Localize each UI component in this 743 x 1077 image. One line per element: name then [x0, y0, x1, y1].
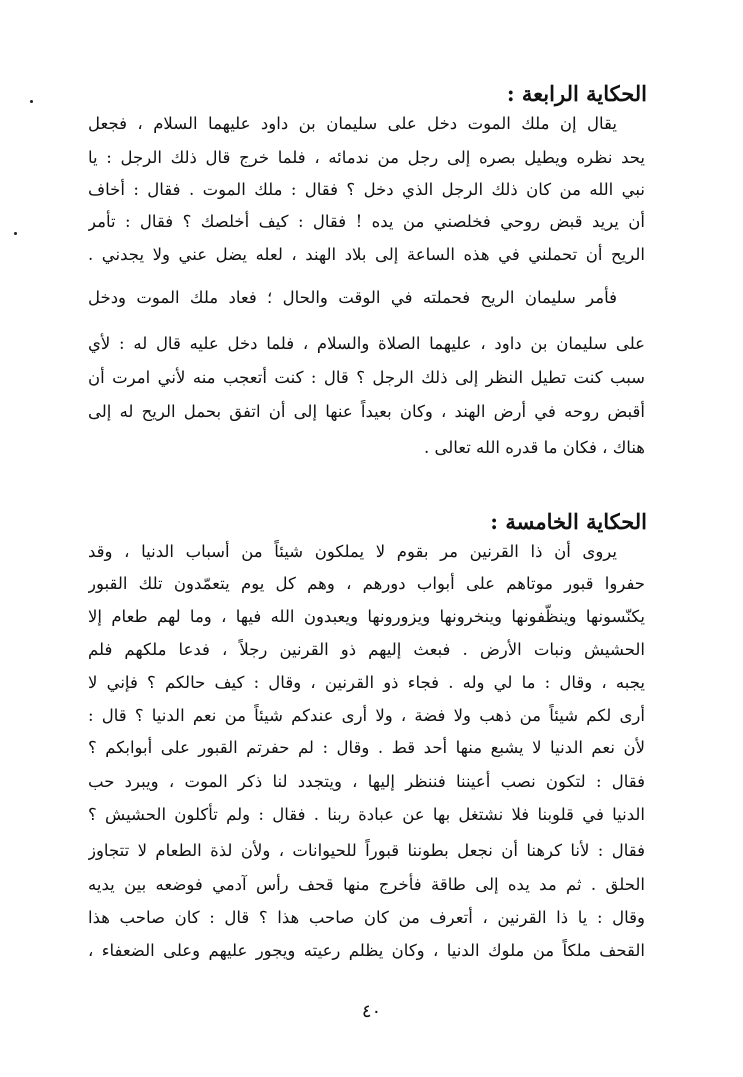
paragraph-line: الحشيش ونبات الأرض . فبعث إليهم ذو القرنين رجلاً ، فدعا ملكهم فلم: [88, 640, 645, 659]
story4-heading: الحكاية الرابعة :: [506, 81, 647, 106]
paragraph-line: أقبض روحه في أرض الهند ، وكان بعيداً عنها إلى أن اتفق بحمل الريح له إلى: [88, 402, 645, 421]
paragraph-line: حفروا قبور موتاهم على أبواب دورهم ، وهم كل يوم يتعمّدون تلك القبور: [88, 574, 645, 593]
paragraph-line: يروى أن ذا القرنين مر بقوم لا يملكون شيئاً من أسباب الدنيا ، وقد: [88, 542, 617, 561]
paragraph-line: أرى لكم شيئاً من ذهب ولا فضة ، ولا أرى عندكم شيئاً من نعم الدنيا ؟ قال :: [88, 706, 645, 725]
paragraph-line: القحف ملكاً من ملوك الدنيا ، وكان يظلم رعيته ويجور عليهم وعلى الضعفاء ،: [88, 941, 645, 960]
paragraph-line: يحد نظره ويطيل بصره إلى رجل من ندمائه ، فلما خرج قال ذلك الرجل : يا: [88, 148, 645, 167]
paragraph-line: على سليمان بن داود ، عليهما الصلاة والسلام ، فلما دخل عليه قال له : لأي: [88, 334, 645, 353]
paragraph-line: نبي الله من كان ذلك الرجل الذي دخل ؟ فقال : ملك الموت . فقال : أخاف: [88, 180, 645, 199]
page-number: ٤٠: [361, 1001, 382, 1022]
paragraph-line: الريح أن تحملني في هذه الساعة إلى بلاد الهند ، لعله يضل عني ولا يجدني .: [88, 245, 645, 264]
paragraph-line: الحلق . ثم مد يده إلى طاقة فأخرج منها قحف رأس آدمي فوضعه بين يديه: [88, 875, 645, 894]
paragraph-line: فقال : لأنا كرهنا أن نجعل بطوننا قبوراً للحيوانات ، ولأن لذة الطعام لا تتجاوز: [88, 841, 645, 860]
paragraph-line: يجبه ، وقال : ما لي وله . فجاء ذو القرنين ، وقال : كيف حالكم ؟ فإني لا: [88, 673, 645, 692]
paragraph-line: فأمر سليمان الريح فحملته في الوقت والحال ؛ فعاد ملك الموت ودخل: [88, 288, 617, 307]
scan-speck: [14, 232, 17, 235]
paragraph-line: أن يريد قبض روحي فخلصني من يده ! فقال : كيف أخلصك ؟ فقال : تأمر: [88, 212, 645, 231]
scan-speck: [30, 100, 33, 103]
paragraph-line: هناك ، فكان ما قدره الله تعالى .: [423, 438, 645, 457]
paragraph-line: يكنّسونها وينظّفونها وينخرونها ويزورونها ويعبدون الله فيها ، وما لهم طعام إلا: [88, 607, 645, 626]
paragraph-line: فقال : لتكون نصب أعيننا فننظر إليها ، ويتجدد لنا ذكر الموت ، ويبرد حب: [88, 772, 645, 791]
paragraph-line: الدنيا في قلوبنا فلا نشتغل بها عن عبادة ربنا . فقال : ولم تأكلون الحشيش ؟: [88, 805, 645, 824]
paragraph-line: سبب كنت تطيل النظر إلى ذلك الرجل ؟ قال : كنت أتعجب منه لأني امرت أن: [88, 368, 645, 387]
paragraph-line: لأن نعم الدنيا لا يشبع منها أحد قط . وقال : لم حفرتم القبور على أبوابكم ؟: [88, 738, 645, 757]
paragraph-line: وقال : يا ذا القرنين ، أتعرف من كان صاحب هذا ؟ قال : كان صاحب هذا: [88, 908, 645, 927]
paragraph-line: يقال إن ملك الموت دخل على سليمان بن داود عليهما السلام ، فجعل: [88, 114, 617, 133]
story5-heading: الحكاية الخامسة :: [490, 509, 647, 534]
